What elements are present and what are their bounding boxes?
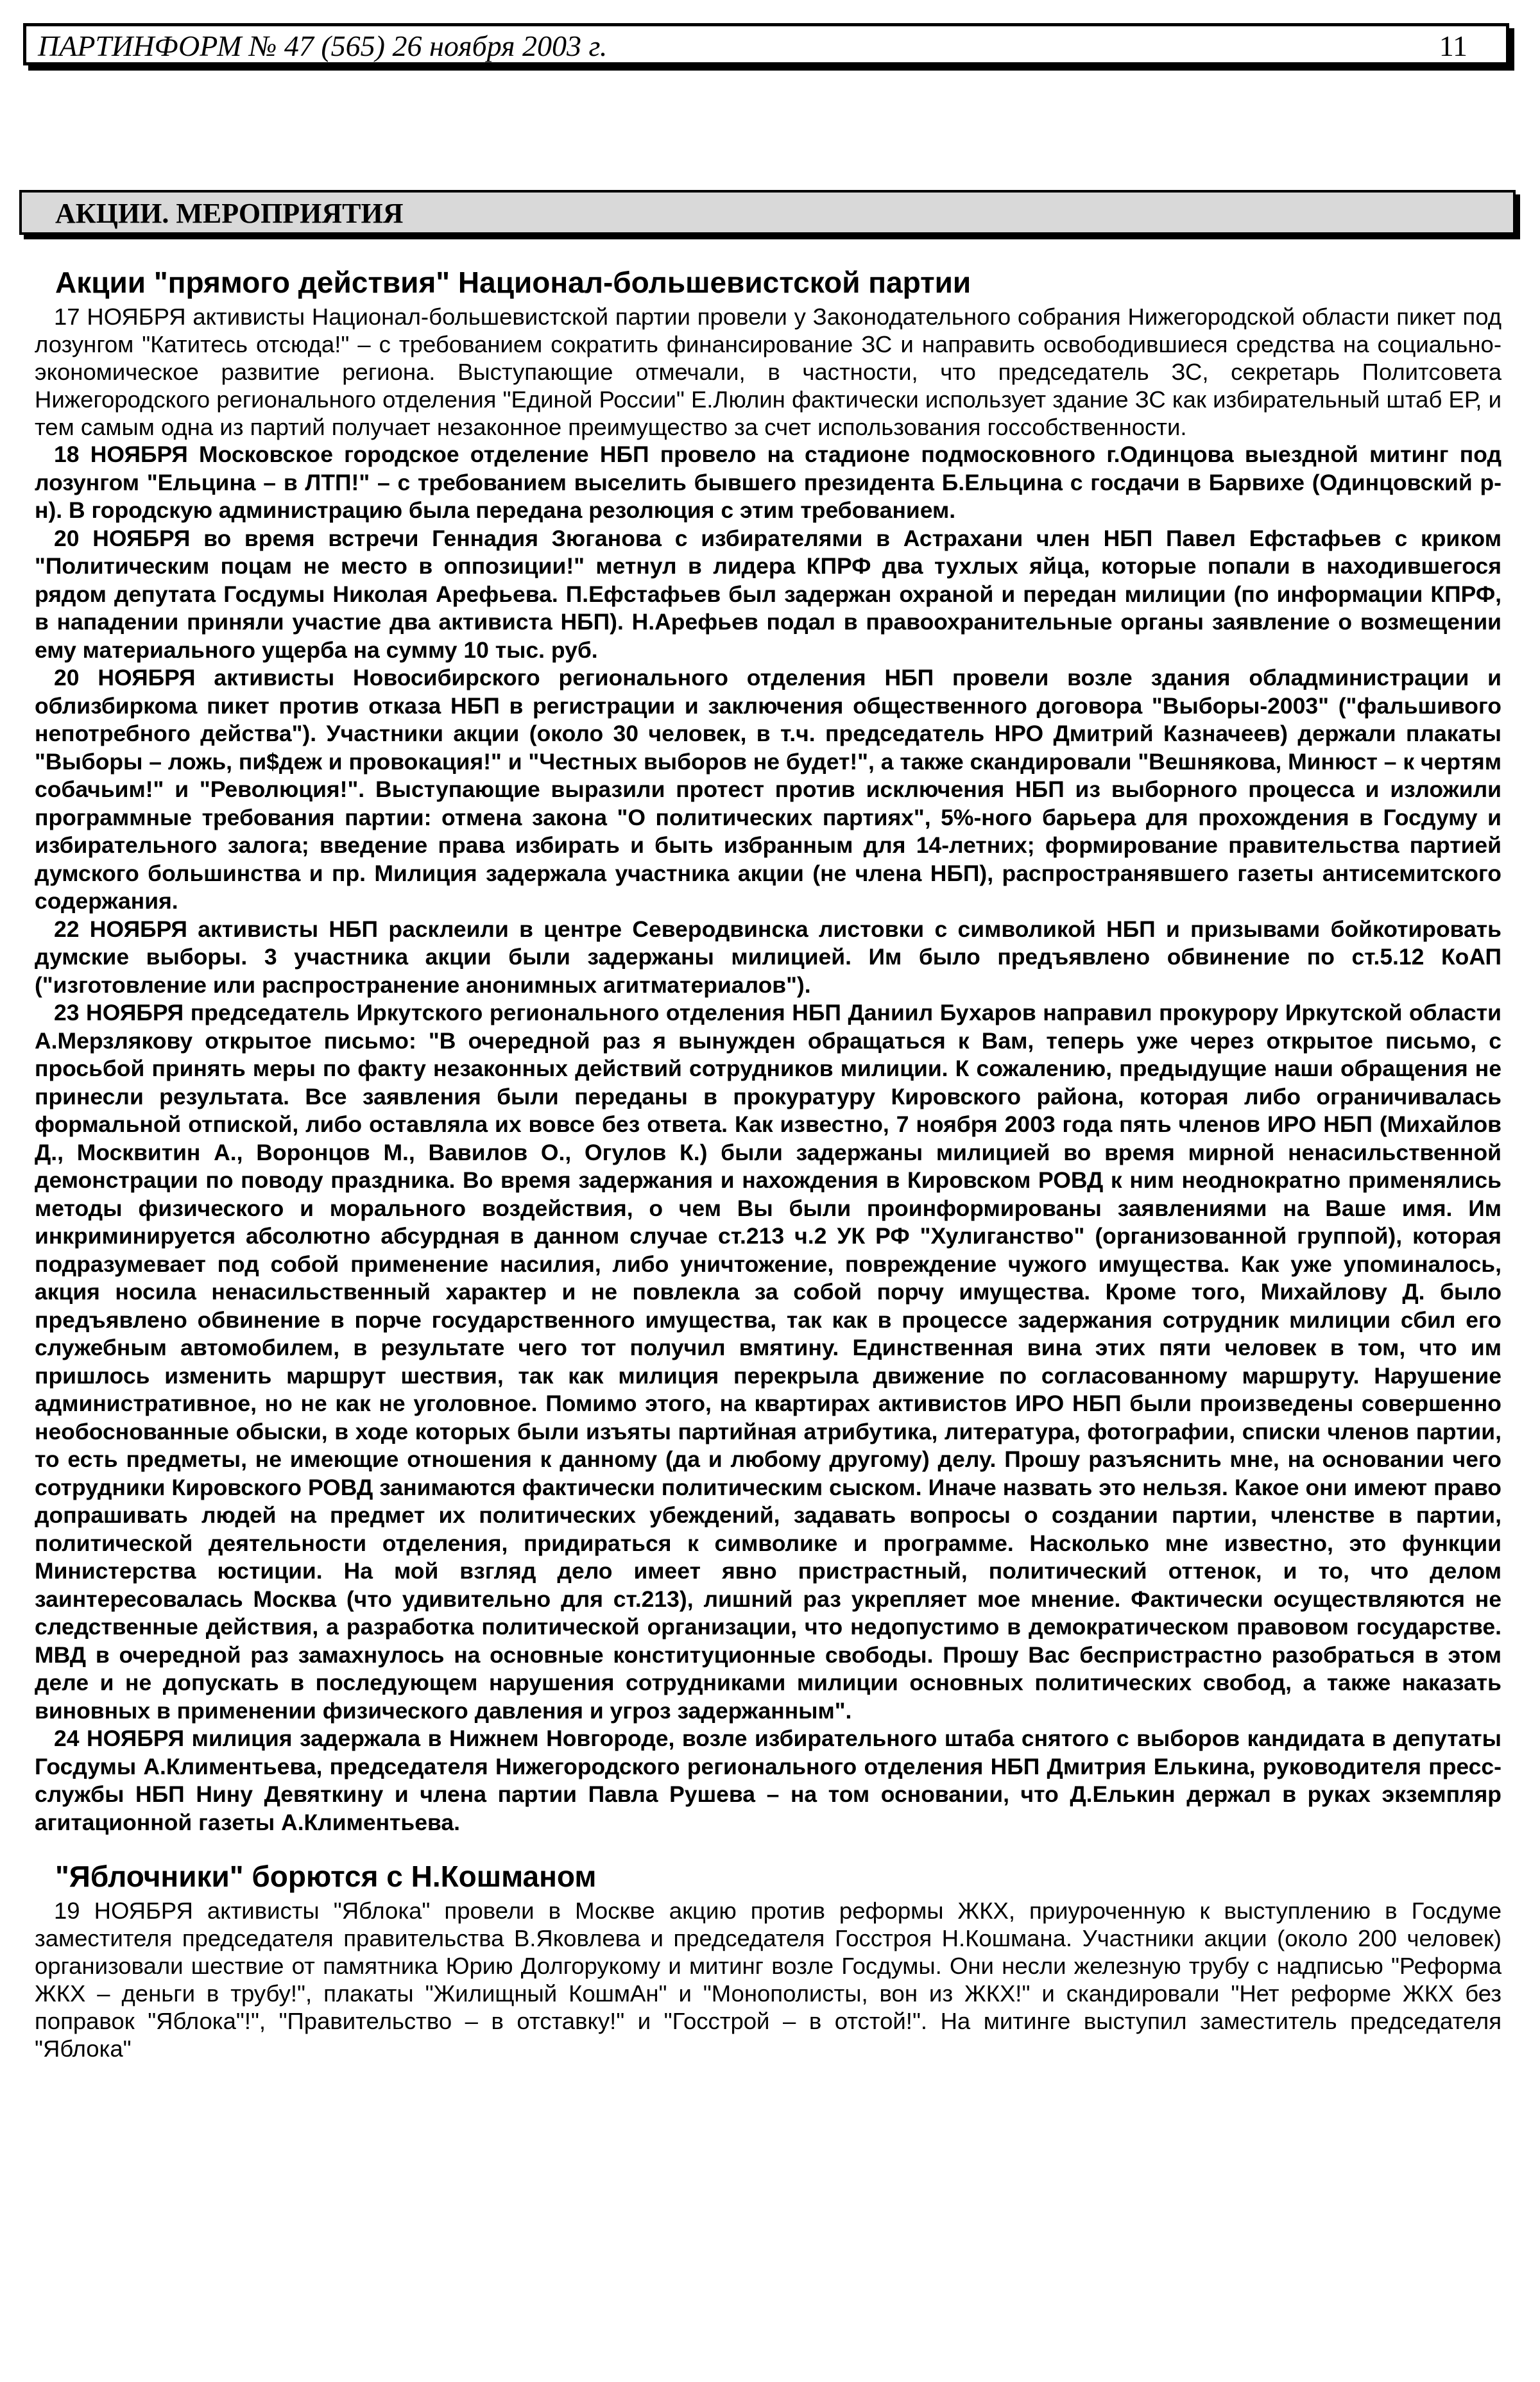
- page-header: [23, 23, 1509, 65]
- section-banner: [19, 190, 1516, 235]
- page-number: 11: [1439, 30, 1467, 62]
- article-paragraph: 17 НОЯБРЯ активисты Национал-большевистской партии провели у Законодательного собрания Нижегородской области пикет под лозунгом "Катитесь отсюда!" – с требованием сократить финансирование ЗС и направить освободившиеся средства на социально-экономическое развитие региона. Выступающие отмечали, в частности, что председатель ЗС, секретарь Политсовета Нижегородского регионального отделения "Единой России" Е.Люлин фактически использует здание ЗС как избирательный штаб ЕР, и тем самым одна из партий получает незаконное преимущество за счет использования госсобственности.: [35, 304, 1502, 440]
- article-title: Акции "прямого действия" Национал-большевистской партии: [55, 266, 971, 299]
- publication-title: ПАРТИНФОРМ № 47 (565) 26 ноября 2003 г.: [38, 30, 608, 62]
- article-paragraph: 19 НОЯБРЯ активисты "Яблока" провели в Москве акцию против реформы ЖКХ, приуроченную к выступлению в Госдуме заместителя председателя правительства В.Яковлева и председателя Госстроя Н.Кошмана. Участники акции (около 200 человек) организовали шествие от памятника Юрию Долгорукому и митинг возле Госдумы. Они несли железную трубу с надписью "Реформа ЖКХ – деньги в трубу!", плакаты "Жилищный КошмАн" и "Монополисты, вон из ЖКХ!" и скандировали "Нет реформе ЖКХ без поправок "Яблока"!", "Правительство – в отставку!" и "Госстрой – в отстой!". На митинге выступил заместитель председателя "Яблока": [35, 1898, 1502, 2062]
- article-paragraph: 23 НОЯБРЯ председатель Иркутского регионального отделения НБП Даниил Бухаров направил прокурору Иркутской области А.Мерзлякову открытое письмо: "В очередной раз я вынужден обращаться к Вам, теперь уже через открытое письмо, с просьбой принять меры по факту незаконных действий сотрудников милиции. К сожалению, предыдущие наши обращения не принесли результата. Все заявления были переданы в прокуратуру Кировского района, которая либо ограничивалась формальной отпиской, либо оставляла их вовсе без ответа. Как известно, 7 ноября 2003 года пять членов ИРО НБП (Михайлов Д., Москвитин А., Воронцов М., Вавилов О., Огулов К.) были задержаны милицией во время мирной ненасильственной демонстрации по поводу праздника. Во время задержания и нахождения в Кировском РОВД к ним неоднократно применялись методы физического и морального воздействия, о чем Вы были проинформированы заявлениями на Ваше имя. Им инкриминируется абсолютно абсурдная в данном случае ст.213 ч.2 УК РФ "Хулиганство" (организованной группой), которая подразумевает под собой применение насилия, либо уничтожение, повреждение чужого имущества. Как уже упоминалось, акция носила ненасильственный характер и не повлекла за собой порчу имущества. Кроме того, Михайлову Д. было предъявлено обвинение в порче государственного имущества, так как в процессе задержания сотрудник милиции сбил его служебным автомобилем, в результате чего тот получил вмятину. Единственная вина этих пяти человек в том, что им пришлось изменить маршрут шествия, так как милиция перекрыла движение по согласованному маршруту. Нарушение административное, но не как не уголовное. Помимо этого, на квартирах активистов ИРО НБП были произведены совершенно необоснованные обыски, в ходе которых были изъяты партийная атрибутика, литература, фотографии, списки членов партии, то есть предметы, не имеющие отношения к данному (да и любому другому) делу. Прошу разъяснить мне, на основании чего сотрудники Кировского РОВД занимаются фактически политическим сыском. Иначе назвать это нельзя. Какое они имеют право допрашивать людей на предмет их политических убеждений, задавать вопросы о создании партии, членстве в партии, политической деятельности отделения, придираться к символике и программе. Насколько мне известно, это функции Министерства юстиции. На мой взгляд дело имеет явно пристрастный, политический оттенок, и то, что делом заинтересовалась Москва (что удивительно для ст.213), лишний раз укрепляет мое мнение. Фактически осуществляются не следственные действия, а разработка политической организации, что недопустимо в демократическом правовом государстве. МВД в очередной раз замахнулось на основные конституционные свободы. Прошу Вас беспристрастно разобраться в этом деле и не допускать в последующем нарушения сотрудниками милиции основных политических свобод, а также наказать виновных в применении физического давления и угроз задержанным".: [35, 1000, 1502, 1724]
- article-paragraph: 24 НОЯБРЯ милиция задержала в Нижнем Новгороде, возле избирательного штаба снятого с выборов кандидата в депутаты Госдумы А.Климентьева, председателя Нижегородского регионального отделения НБП Дмитрия Елькина, руководителя пресс-службы НБП Нину Девяткину и члена партии Павла Рушева – на том основании, что Д.Елькин держал в руках экземпляр агитационной газеты А.Климентьева.: [35, 1726, 1502, 1835]
- article-paragraph: 22 НОЯБРЯ активисты НБП расклеили в центре Северодвинска листовки с символикой НБП и призывами бойкотировать думские выборы. 3 участника акции были задержаны милицией. Им было предъявлено обвинение по ст.5.12 КоАП ("изготовление или распространение анонимных агитматериалов").: [35, 916, 1502, 998]
- article-paragraph: 20 НОЯБРЯ во время встречи Геннадия Зюганова с избирателями в Астрахани член НБП Павел Ефстафьев с криком "Политическим поцам не место в оппозиции!" метнул в лидера КПРФ два тухлых яйца, которые попали в находившегося рядом депутата Госдумы Николая Арефьева. П.Ефстафьев был задержан охраной и передан милиции (по информации КПРФ, в нападении приняли участие два активиста НБП). Н.Арефьев подал в правоохранительные органы заявление о возмещении ему материального ущерба на сумму 10 тыс. руб.: [35, 525, 1502, 663]
- article-nbp: [35, 264, 1502, 1837]
- article-title: "Яблочники" борются с Н.Кошманом: [55, 1860, 597, 1893]
- article-body: [35, 264, 1502, 2062]
- section-title: АКЦИИ. МЕРОПРИЯТИЯ: [55, 198, 404, 229]
- article-yabloko: [35, 1858, 1502, 2062]
- article-paragraph: 20 НОЯБРЯ активисты Новосибирского регионального отделения НБП провели возле здания обладминистрации и облизбиркома пикет против отказа НБП в регистрации и заключения общественного договора "Выборы-2003" ("фальшивого непотребного действа"). Участники акции (около 30 человек, в т.ч. председатель НРО Дмитрий Казначеев) держали плакаты "Выборы – ложь, пи$деж и провокация!" и "Честных выборов не будет!", а также скандировали "Вешнякова, Минюст – к чертям собачьим!" и "Революция!". Выступающие выразили протест против исключения НБП из выборного процесса и изложили программные требования партии: отмена закона "О политических партиях", 5%-ного барьера для прохождения в Госдуму и избирательного залога; введение права избирать и быть избранным для 14-летних; формирование правительства партией думского большинства и пр. Милиция задержала участника акции (не члена НБП), распространявшего газеты антисемитского содержания.: [35, 665, 1502, 914]
- article-paragraph: 18 НОЯБРЯ Московское городское отделение НБП провело на стадионе подмосковного г.Одинцова выездной митинг под лозунгом "Ельцина – в ЛТП!" – с требованием выселить бывшего президента Б.Ельцина с госдачи в Барвихе (Одинцовский р-н). В городскую администрацию была передана резолюция с этим требованием.: [35, 441, 1502, 523]
